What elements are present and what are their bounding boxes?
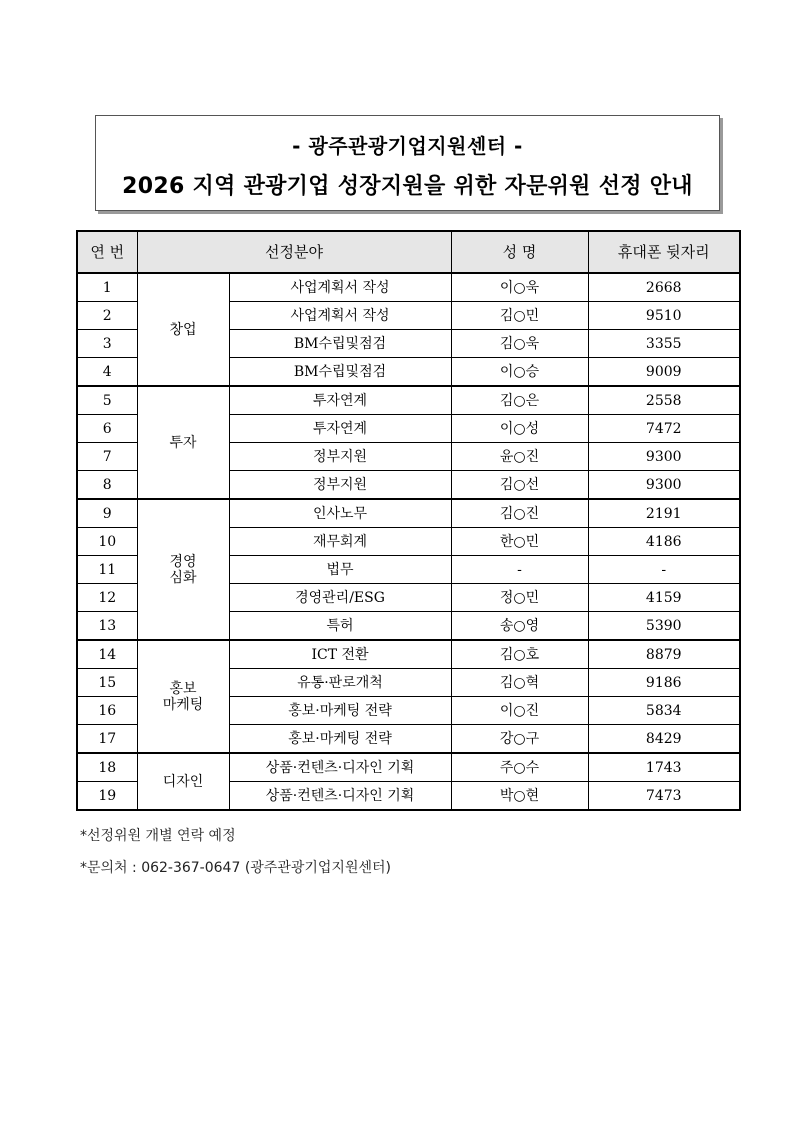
note-contact-plan: *선정위원 개별 연락 예정 [80, 828, 236, 844]
row-number: 7 [77, 443, 137, 471]
advisor-table [76, 230, 741, 811]
row-number: 8 [77, 471, 137, 500]
field-cell: 홍보·마케팅 전략 [229, 725, 451, 754]
group-label-line: 홍보 [169, 680, 197, 697]
field-cell: 사업계획서 작성 [229, 302, 451, 330]
header-phone: 휴대폰 뒷자리 [588, 231, 740, 273]
field-cell: 경영관리/ESG [229, 584, 451, 612]
field-cell: 정부지원 [229, 471, 451, 500]
field-cell: 특허 [229, 612, 451, 641]
group-label [137, 753, 229, 810]
page-title: 2026 지역 관광기업 성장지원을 위한 자문위원 선정 안내 [122, 174, 693, 199]
table-row [77, 386, 740, 415]
row-number: 4 [77, 358, 137, 387]
group-label-line: 심화 [169, 569, 197, 586]
name-cell: 김○선 [451, 471, 588, 500]
row-number: 19 [77, 782, 137, 811]
phone-cell: 3355 [588, 330, 740, 358]
header-field: 선정분야 [137, 231, 451, 273]
row-number: 18 [77, 753, 137, 782]
table-row [77, 273, 740, 302]
phone-cell: 7473 [588, 782, 740, 811]
row-number: 11 [77, 556, 137, 584]
row-number: 1 [77, 273, 137, 302]
row-number: 15 [77, 669, 137, 697]
table-header-row [77, 231, 740, 273]
group-label-line: 디자인 [162, 773, 204, 790]
phone-cell: 2668 [588, 273, 740, 302]
phone-cell: 5834 [588, 697, 740, 725]
name-cell: 박○현 [451, 782, 588, 811]
group-label-line: 마케팅 [162, 696, 204, 713]
phone-cell: 8879 [588, 640, 740, 669]
field-cell: 투자연계 [229, 386, 451, 415]
name-cell: 송○영 [451, 612, 588, 641]
name-cell: - [451, 556, 588, 584]
name-cell: 김○호 [451, 640, 588, 669]
row-number: 2 [77, 302, 137, 330]
name-cell: 이○승 [451, 358, 588, 387]
row-number: 13 [77, 612, 137, 641]
name-cell: 강○구 [451, 725, 588, 754]
field-cell: 홍보·마케팅 전략 [229, 697, 451, 725]
note-inquiry: *문의처 : 062-367-0647 (광주관광기업지원센터) [80, 860, 391, 876]
notes [80, 826, 391, 890]
row-number: 5 [77, 386, 137, 415]
name-cell: 김○진 [451, 499, 588, 528]
name-cell: 주○수 [451, 753, 588, 782]
phone-cell: 4159 [588, 584, 740, 612]
phone-cell: 9510 [588, 302, 740, 330]
row-number: 6 [77, 415, 137, 443]
name-cell: 한○민 [451, 528, 588, 556]
field-cell: 유통·판로개척 [229, 669, 451, 697]
field-cell: 사업계획서 작성 [229, 273, 451, 302]
name-cell: 정○민 [451, 584, 588, 612]
field-cell: 법무 [229, 556, 451, 584]
name-cell: 김○욱 [451, 330, 588, 358]
phone-cell: 1743 [588, 753, 740, 782]
field-cell: 상품·컨텐츠·디자인 기획 [229, 753, 451, 782]
header-name: 성 명 [451, 231, 588, 273]
row-number: 12 [77, 584, 137, 612]
field-cell: 투자연계 [229, 415, 451, 443]
group-label-line: 경영 [169, 553, 197, 570]
name-cell: 이○성 [451, 415, 588, 443]
field-cell: BM수립및점검 [229, 358, 451, 387]
field-cell: ICT 전환 [229, 640, 451, 669]
header-number: 연 번 [77, 231, 137, 273]
field-cell: 정부지원 [229, 443, 451, 471]
phone-cell: 4186 [588, 528, 740, 556]
name-cell: 김○민 [451, 302, 588, 330]
group-label [137, 273, 229, 386]
group-label [137, 499, 229, 640]
name-cell: 윤○진 [451, 443, 588, 471]
phone-cell: 9300 [588, 471, 740, 500]
phone-cell: 2558 [588, 386, 740, 415]
field-cell: 상품·컨텐츠·디자인 기획 [229, 782, 451, 811]
title-subheading: - 광주관광기업지원센터 - [292, 134, 523, 158]
table-row [77, 640, 740, 669]
group-label-line: 창업 [169, 321, 197, 338]
row-number: 16 [77, 697, 137, 725]
name-cell: 김○은 [451, 386, 588, 415]
group-label [137, 386, 229, 499]
phone-cell: 8429 [588, 725, 740, 754]
group-label [137, 640, 229, 753]
phone-cell: 5390 [588, 612, 740, 641]
name-cell: 김○혁 [451, 669, 588, 697]
name-cell: 이○진 [451, 697, 588, 725]
row-number: 14 [77, 640, 137, 669]
phone-cell: 7472 [588, 415, 740, 443]
phone-cell: - [588, 556, 740, 584]
phone-cell: 9300 [588, 443, 740, 471]
phone-cell: 9186 [588, 669, 740, 697]
group-label-line: 투자 [169, 434, 197, 451]
field-cell: 인사노무 [229, 499, 451, 528]
title-box [95, 115, 720, 211]
row-number: 17 [77, 725, 137, 754]
row-number: 9 [77, 499, 137, 528]
field-cell: 재무회계 [229, 528, 451, 556]
table-row [77, 499, 740, 528]
name-cell: 이○욱 [451, 273, 588, 302]
row-number: 10 [77, 528, 137, 556]
row-number: 3 [77, 330, 137, 358]
phone-cell: 2191 [588, 499, 740, 528]
phone-cell: 9009 [588, 358, 740, 387]
table-row [77, 753, 740, 782]
field-cell: BM수립및점검 [229, 330, 451, 358]
